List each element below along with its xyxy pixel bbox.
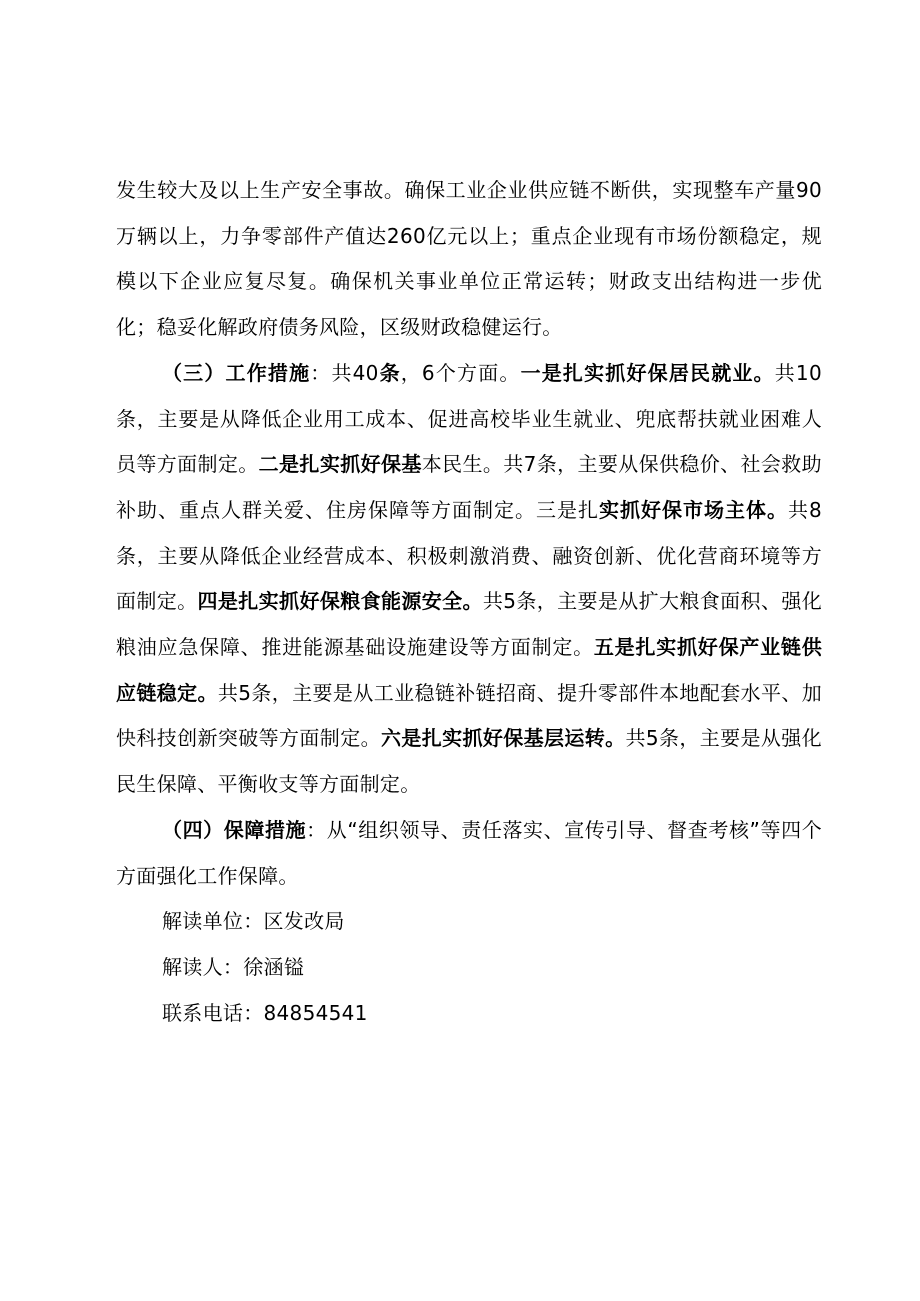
measure-3-title: 实抓好保市场主体。: [598, 497, 788, 522]
measure-6-text: 共5条，主要是从强化民生保障、平衡收支等方面制定。: [116, 726, 822, 797]
document-body: [116, 168, 822, 1036]
measure-5-title: 五是扎实抓好保产业链供应链稳定。: [116, 635, 822, 705]
measure-2-text: 本民生。共7条，主要从保供稳价、社会救助补助、重点人群关爱、住房保障等方面制定。三是扎: [116, 452, 822, 522]
paragraph-goals-text: 发生较大及以上生产安全事故。确保工业企业供应链不断供，实现整车产量90万辆以上，力争零部件产值达260亿元以上；重点企业现有市场份额稳定，规模以下企业应复尽复。确保机关事业单位正常运转；财政支出结构进一步优化；稳妥化解政府债务风险，区级财政稳健运行。: [116, 178, 822, 340]
paragraph-safeguards: [116, 808, 822, 899]
work-measures-heading: （三）工作措施: [162, 360, 311, 385]
measure-4-text: 共5条，主要是从扩大粮食面积、强化粮油应急保障、推进能源基础设施建设等方面制定。: [116, 589, 823, 660]
measure-6-title: 六是扎实抓好保基层运转。: [380, 726, 626, 751]
work-measures-aspects: ，6个方面。: [400, 360, 521, 385]
measure-1-text: 共10条，主要是从降低企业用工成本、促进高校毕业生就业、兜底帮扶就业困难人员等方面制定。: [116, 360, 822, 477]
work-measures-count-unit: 条: [378, 360, 401, 385]
measure-2-title: 二是扎实抓好保基: [258, 452, 422, 477]
safeguards-heading: （四）保障措施: [162, 817, 307, 842]
measure-5-text: 共5条，主要是从工业稳链补链招商、提升零部件本地配套水平、加快科技创新突破等方面制定。: [116, 680, 823, 751]
contact-phone: 联系电话：84854541: [162, 1000, 368, 1025]
paragraph-goals: [116, 168, 822, 351]
interpreter: 解读人：徐涵镒: [162, 954, 305, 979]
interpreting-unit: 解读单位：区发改局: [162, 909, 345, 934]
work-measures-count: ：共40: [310, 360, 379, 385]
measure-4-title: 四是扎实抓好保粮食能源安全。: [197, 589, 483, 614]
measure-3-text: 共8条，主要从降低企业经营成本、积极刺激消费、融资创新、优化营商环境等方面制定。: [116, 497, 823, 614]
measure-1-title: 一是扎实抓好保居民就业。: [520, 360, 775, 385]
safeguards-text: ：从“组织领导、责任落实、宣传引导、督查考核”等四个方面强化工作保障。: [116, 817, 822, 888]
paragraph-work-measures: [116, 351, 822, 808]
